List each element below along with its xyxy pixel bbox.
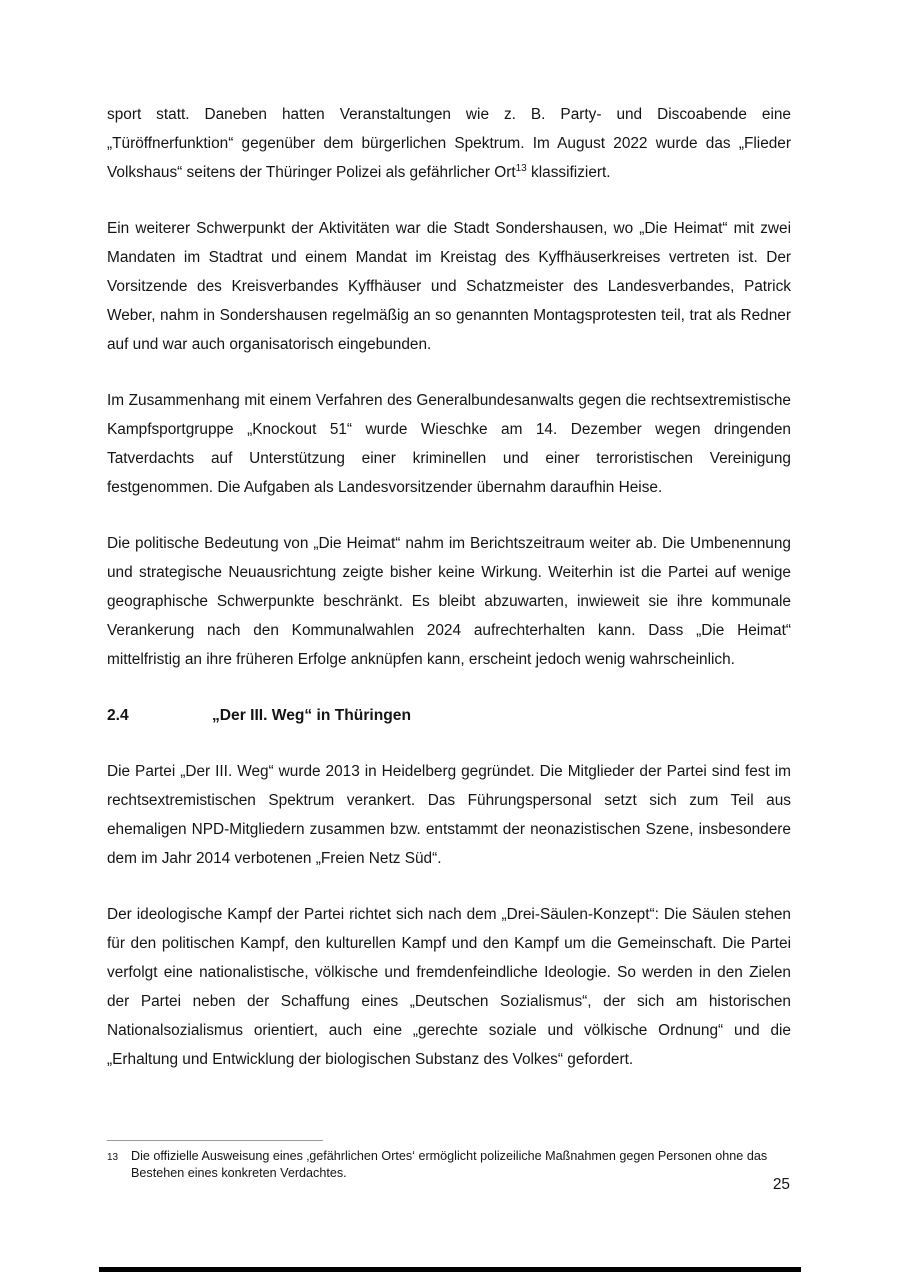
footnote-text: Die offizielle Ausweisung eines ‚gefährlichen Ortes‘ ermöglicht polizeiliche Maßnahmen gegen Personen ohne das Bestehen eines konkreten Verdachtes. [131, 1149, 768, 1180]
section-title: „Der III. Weg“ in Thüringen [212, 707, 411, 724]
footnote-number: 13 [107, 1152, 119, 1163]
next-page-edge [99, 1267, 801, 1272]
footnote-area [107, 1140, 791, 1182]
footnote [107, 1148, 791, 1182]
paragraph-5: Die Partei „Der III. Weg“ wurde 2013 in Heidelberg gegründet. Die Mitglieder der Partei sind fest im rechtsextremistischen Spektrum verankert. Das Führungspersonal setzt sich zum Teil aus ehemaligen NPD-Mitgliedern zusammen bzw. entstammt der neonazistischen Szene, insbesondere dem im Jahr 2014 verbotenen „Freien Netz Süd“. [107, 763, 791, 867]
section-heading [107, 701, 791, 730]
paragraph-1 [107, 100, 791, 187]
section-number: 2.4 [107, 707, 129, 724]
paragraph-1-text-after: klassifiziert. [526, 164, 611, 181]
paragraph-1-text: sport statt. Daneben hatten Veranstaltungen wie z. B. Party- und Discoabende eine „Türöffnerfunktion“ gegenüber dem bürgerlichen Spektrum. Im August 2022 wurde das „Flieder Volkshaus“ seitens der Thüringer Polizei als gefährlicher Ort [107, 106, 791, 181]
paragraph-4: Die politische Bedeutung von „Die Heimat“ nahm im Berichtszeitraum weiter ab. Die Umbenennung und strategische Neuausrichtung zeigte bisher keine Wirkung. Weiterhin ist die Partei auf wenige geographische Schwerpunkte beschränkt. Es bleibt abzuwarten, inwieweit sie ihre kommunale Verankerung nach den Kommunalwahlen 2024 aufrechterhalten kann. Dass „Die Heimat“ mittelfristig an ihre früheren Erfolge anknüpfen kann, erscheint jedoch wenig wahrscheinlich. [107, 535, 791, 668]
paragraph-3: Im Zusammenhang mit einem Verfahren des Generalbundesanwalts gegen die rechtsextremistische Kampfsportgruppe „Knockout 51“ wurde Wieschke am 14. Dezember wegen dringenden Tatverdachts auf Unterstützung einer kriminellen und einer terroristischen Vereinigung festgenommen. Die Aufgaben als Landesvorsitzender übernahm daraufhin Heise. [107, 392, 791, 496]
paragraph-2: Ein weiterer Schwerpunkt der Aktivitäten war die Stadt Sondershausen, wo „Die Heimat“ mit zwei Mandaten im Stadtrat und einem Mandat im Kreistag des Kyffhäuserkreises vertreten ist. Der Vorsitzende des Kreisverbandes Kyffhäuser und Schatzmeister des Landesverbandes, Patrick Weber, nahm in Sondershausen regelmäßig an so genannten Montagsprotesten teil, trat als Redner auf und war auch organisatorisch eingebunden. [107, 220, 791, 353]
page-content [107, 100, 791, 1101]
footnote-ref-13: 13 [515, 162, 527, 174]
paragraph-6: Der ideologische Kampf der Partei richtet sich nach dem „Drei-Säulen-Konzept“: Die Säulen stehen für den politischen Kampf, den kulturellen Kampf und den Kampf um die Gemeinschaft. Die Partei verfolgt eine nationalistische, völkische und fremdenfeindliche Ideologie. So werden in den Zielen der Partei neben der Schaffung eines „Deutschen Sozialismus“, der sich am historischen Nationalsozialismus orientiert, auch eine „gerechte soziale und völkische Ordnung“ und die „Erhaltung und Entwicklung der biologischen Substanz des Volkes“ gefordert. [107, 906, 791, 1068]
footnote-separator [107, 1140, 323, 1141]
page-number: 25 [772, 1176, 790, 1193]
